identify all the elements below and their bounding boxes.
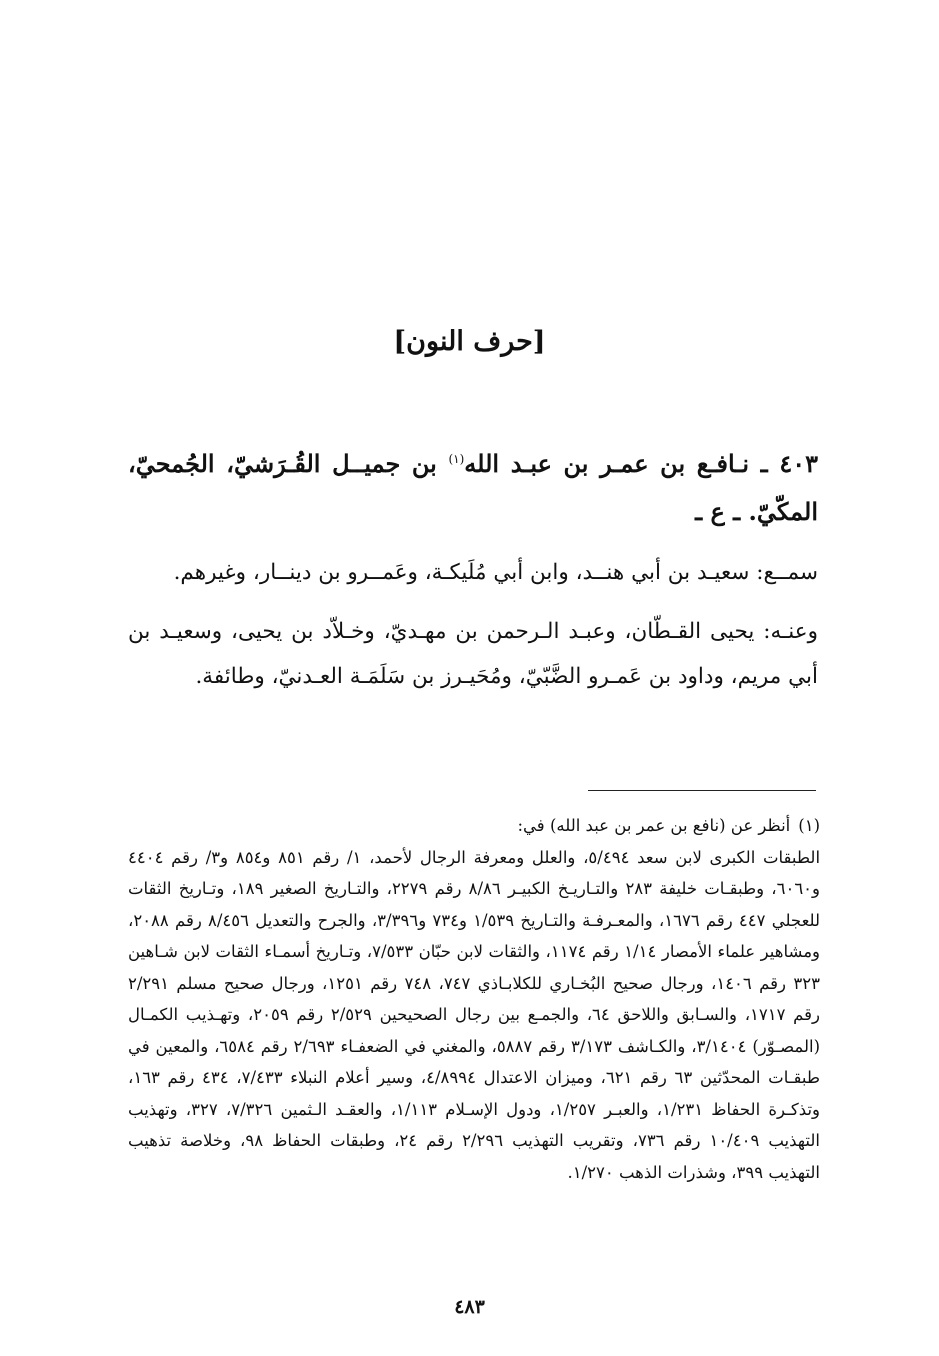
- footnote: [128, 810, 820, 1188]
- footnote-text: الطبقات الكبرى لابن سعد ٥/٤٩٤، والعلل ومعرفة الرجال لأحمد، ١/ رقم ٨٥١ و٨٥٤ و٣/ رقم ٤٤٠٤ و٦٠٦٠، وطبقـات خليفة ٢٨٣ والتـاريـخ الكبيـر ٨/٨٦ رقم ٢٢٧٩، والتـاريخ الصغير ١٨٩، وتـاريخ الثقات للعجلي ٤٤٧ رقم ١٦٧٦، والمعـرفـة والتـاريخ ١/٥٣٩ و٧٣٤ و٣/٣٩٦، والجرح والتعديل ٨/٤٥٦ رقم ٢٠٨٨، ومشاهير علماء الأمصار ١/١٤ رقم ١١٧٤، والثقات لابن حبّان ٧/٥٣٣، وتـاريخ أسمـاء الثقات لابن شـاهين ٣٢٣ رقم ١٤٠٦، ورجال صحيح البُخـاري للكلابـاذي ٧٤٧، ٧٤٨ رقم ١٢٥١، ورجال صحيح مسلم ٢/٢٩١ رقم ١٧١٧، والسـابق واللاحق ٦٤، والجمـع بين رجال الصحيحين ٢/٥٢٩ رقم ٢٠٥٩، وتهـذيب الكمـال (المصـوّر) ٣/١٤٠٤، والكـاشف ٣/١٧٣ رقم ٥٨٨٧، والمغني في الضعفـاء ٢/٦٩٣ رقم ٦٥٨٤، والمعين في طبقـات المحدّثين ٦٣ رقم ٦٢١، وميزان الاعتدال ٤/٨٩٩٤، وسير أعلام النبلاء ٧/٤٣٣، ٤٣٤ رقم ١٦٣، وتذكـرة الحفاظ ١/٢٣١، والعبـر ١/٢٥٧، ودول الإسـلام ١/١١٣، والعقـد الـثمين ٧/٣٢٦، ٣٢٧، وتهذيب التهذيب ١٠/٤٠٩ رقم ٧٣٦، وتقريب التهذيب ٢/٢٩٦ رقم ٢٤، وطبقات الحفاظ ٩٨، وخلاصة تذهيب التهذيب ٣٩٩، وشذرات الذهب ١/٢٧٠.: [128, 847, 821, 1182]
- page-number: ٤٨٣: [454, 1296, 485, 1318]
- footnote-head: [128, 810, 820, 842]
- entry-title-main: ٤٠٣ ـ نـافـع بن عمـر بن عبـد الله: [464, 449, 818, 478]
- chapter-heading: [حرف النون]: [393, 326, 546, 357]
- footnote-divider: [588, 790, 816, 791]
- footnote-intro: أنظر عن (نافع بن عمر بن عبد الله) في:: [517, 816, 791, 835]
- entry-title-rest: بن جميــل القُـرَشيّ، الجُمحيّ، المكّيّ. ـ ع ـ: [128, 449, 818, 526]
- entry-title: [128, 440, 818, 536]
- footnote-number: (١): [798, 816, 820, 835]
- narrated-by-paragraph: وعنـه: يحيى القـطّان، وعبـد الـرحمن بن مهـديّ، وخـلاّد بن يحيى، وسعيـد بن أبي مريم، وداود بن عَمـرو الضَّبّيّ، ومُحَيـرز بن سَلَمَـة العـدنيّ، وطائفة.: [128, 619, 818, 689]
- footnote-reference[interactable]: (١): [448, 452, 465, 466]
- biography-entry: [128, 440, 818, 713]
- heard-from-paragraph: سمــع: سعيـد بن أبي هنــد، وابن أبي مُلَيكـة، وعَمــرو بن دينــار، وغيرهم.: [173, 560, 818, 585]
